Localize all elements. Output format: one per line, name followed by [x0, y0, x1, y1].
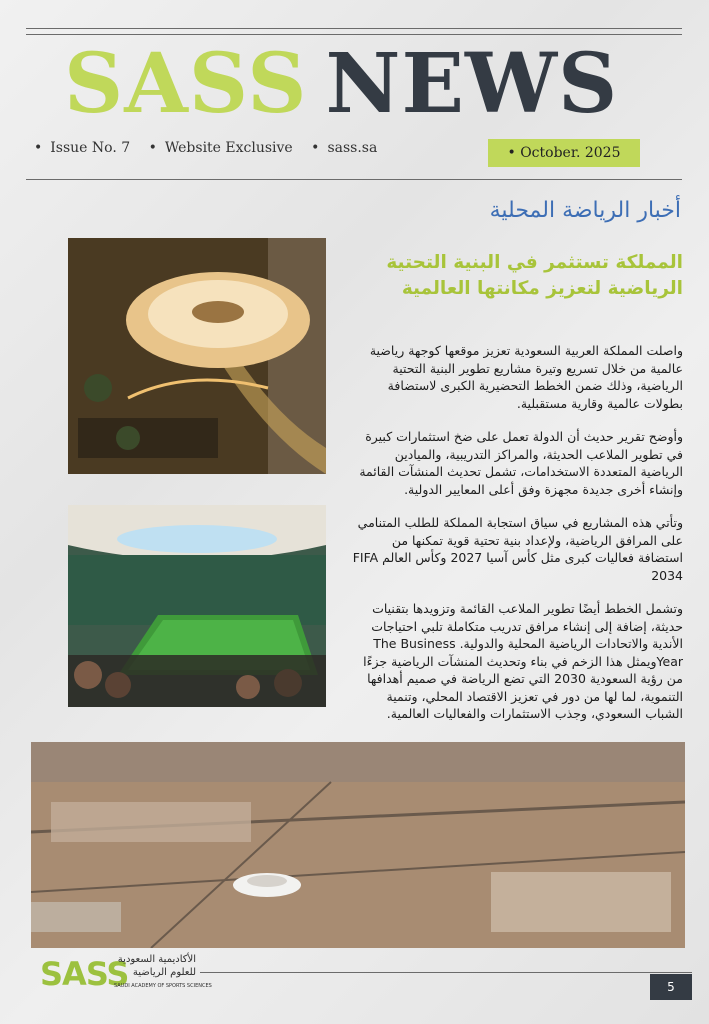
- logo-english-text: SAUDI ACADEMY OF SPORTS SCIENCES: [114, 983, 212, 989]
- article-headline: المملكة تستثمر في البنية التحتية الرياضية لتعزيز مكانتها العالمية: [386, 252, 683, 299]
- section-title: أخبار الرياضة المحلية: [489, 198, 681, 223]
- bullet: •: [148, 140, 157, 156]
- issue-bar: [34, 140, 391, 156]
- paragraph: وتأتي هذه المشاريع في سياق استجابة المملكة للطلب المتنامي على المرافق الرياضية، ولإعداد بنية تحتية قوية تمكنها من استضافة فعاليات كبرى مثل كأس آسيا 2027 وكأس العالم FIFA 2034: [352, 515, 683, 583]
- article-body: [351, 342, 683, 739]
- website-exclusive: Website Exclusive: [164, 140, 293, 156]
- top-rule: [26, 28, 682, 29]
- paragraph: وتشمل الخطط أيضًا تطوير الملاعب القائمة وتزويدها بتقنيات حديثة، إضافة إلى إنشاء مرافق تدريب متكاملة تلبي احتياجات الأندية والاتحادات الرياضية المحلية والدولية. The Business Yearويمثل هذا الزخم في بناء وتحديث المنشآت الرياضية جزءًا من رؤية السعودية 2030 التي تضع الرياضة في صميم أهدافها التنموية، لما لها من دور في تعزيز الاقتصاد المحلي، وتنمية الشباب السعودي، وجذب الاستثمارات والفعاليات العالمية.: [363, 601, 683, 721]
- stadium-night-image: [68, 238, 326, 474]
- masthead: [64, 36, 664, 132]
- masthead-news: NEWS: [325, 36, 619, 132]
- aerial-city-image: [31, 742, 685, 948]
- page-number: 5: [650, 974, 692, 1000]
- paragraph: واصلت المملكة العربية السعودية تعزيز موقعها كوجهة رياضية عالمية من خلال تسريع وتيرة مشاريع تطوير البنية التحتية الرياضية، وذلك ضمن الخطط التحضيرية الكبرى لاستضافة بطولات عالمية وقارية مستقبلية.: [369, 343, 683, 411]
- date-badge: • October. 2025: [488, 139, 640, 167]
- header-divider: [26, 179, 682, 180]
- logo-arabic-text: الأكاديمية السعودية للعلوم الرياضية: [117, 954, 196, 978]
- logo-mark: SASS: [40, 955, 129, 993]
- site-url[interactable]: sass.sa: [327, 140, 378, 156]
- issue-number: Issue No. 7: [50, 140, 131, 156]
- top-rule-2: [26, 34, 682, 35]
- stadium-interior-image: [68, 505, 326, 707]
- academy-logo: [40, 953, 212, 993]
- paragraph: وأوضح تقرير حديث أن الدولة تعمل على ضخ استثمارات كبيرة في تطوير الملاعب الحديثة، والمراكز التدريبية، والميادين الرياضية المتعددة الاستخدامات، تشمل تحديث المنشآت القائمة وإنشاء أخرى جديدة مجهزة وفق أعلى المعايير الدولية.: [359, 429, 683, 497]
- bullet: •: [311, 140, 320, 156]
- footer-rule: [200, 972, 692, 973]
- bullet: •: [34, 140, 43, 156]
- masthead-sass: SASS: [64, 36, 308, 132]
